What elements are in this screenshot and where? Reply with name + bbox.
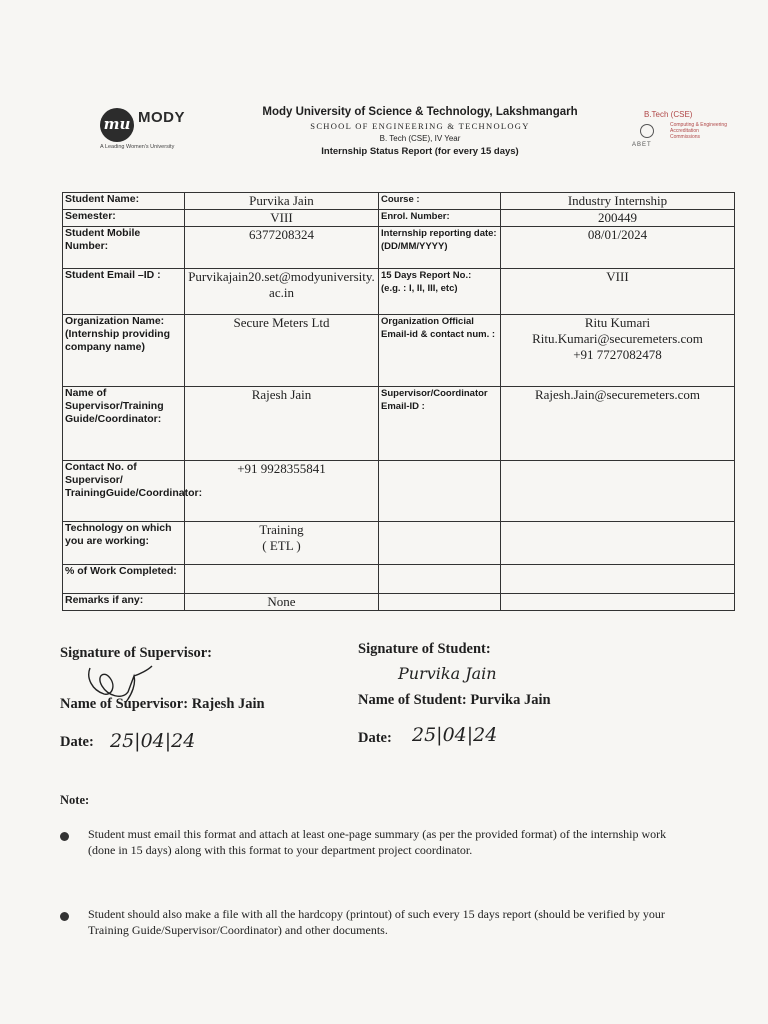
report-no-label: 15 Days Report No.:	[381, 270, 472, 281]
university-name: Mody University of Science & Technology, Lakshmangarh	[262, 106, 578, 118]
work-value	[185, 565, 379, 594]
org-label: Organization Name: (Internship providing company name)	[63, 315, 185, 387]
student-date-label: Date:	[358, 730, 392, 746]
mobile-value: 6377208324	[185, 227, 379, 269]
email-label: Student Email –ID :	[63, 269, 185, 315]
logo-name: MODY	[138, 109, 185, 126]
reporting-date-label: Internship reporting date: (DD/MM/YYYY)	[379, 227, 501, 269]
supervisor-value: Rajesh Jain	[185, 387, 379, 461]
note-item: Student must email this format and attach at least one-page summary (as per the provided format) of the internship work (done in 15 days) along with this format to your department project coordinator.	[88, 827, 667, 857]
tech-label: Technology on which you are working:	[63, 522, 185, 565]
table-row	[63, 227, 735, 269]
table-row	[63, 315, 735, 387]
empty-cell	[379, 565, 501, 594]
student-name-label: Student Name:	[63, 193, 185, 210]
supervisor-label: Name of Supervisor/Training Guide/Coordinator:	[63, 387, 185, 461]
reporting-date-value: 08/01/2024	[501, 227, 735, 269]
table-row	[63, 522, 735, 565]
report-title: Internship Status Report (for every 15 days)	[321, 146, 519, 157]
bullet-icon	[60, 832, 69, 841]
supervisor-name: Name of Supervisor: Rajesh Jain	[60, 696, 265, 712]
abet-circle-icon	[640, 124, 654, 138]
table-row	[63, 594, 735, 611]
remarks-value: None	[185, 594, 379, 611]
abet-logo	[632, 110, 742, 156]
note-item: Student should also make a file with all the hardcopy (printout) of such every 15 days report (should be verified by your Training Guide/Supervisor/Coordinator) and other documents.	[88, 907, 665, 937]
enrol-value: 200449	[501, 210, 735, 227]
mobile-label: Student Mobile Number:	[63, 227, 185, 269]
table-row	[63, 210, 735, 227]
official-phone: +91 7727082478	[573, 347, 662, 362]
table-row	[63, 565, 735, 594]
remarks-label: Remarks if any:	[63, 594, 185, 611]
official-name: Ritu Kumari	[584, 315, 651, 330]
note-heading: Note:	[60, 793, 90, 807]
empty-cell	[379, 594, 501, 611]
table-row	[63, 461, 735, 522]
table-row	[63, 387, 735, 461]
work-label: % of Work Completed:	[63, 565, 185, 594]
student-date: 25|04|24	[412, 724, 498, 746]
empty-cell	[379, 522, 501, 565]
empty-cell	[501, 522, 735, 565]
supervisor-date-label: Date:	[60, 734, 94, 750]
university-logo	[100, 108, 210, 150]
empty-cell	[501, 594, 735, 611]
bullet-icon	[60, 912, 69, 921]
official-cell	[501, 315, 735, 387]
report-no-value: VIII	[501, 269, 735, 315]
org-value: Secure Meters Ltd	[185, 315, 379, 387]
abet-program: B.Tech (CSE)	[644, 110, 693, 119]
abet-subtitle: Computing & Engineering Accreditation Commissions	[670, 122, 727, 140]
official-label: Organization Official Email-id & contact num. :	[379, 315, 501, 387]
logo-emblem: mu	[100, 108, 134, 142]
school-name: SCHOOL OF ENGINEERING & TECHNOLOGY	[310, 121, 530, 131]
table-row	[63, 193, 735, 210]
empty-cell	[501, 565, 735, 594]
course-label: Course :	[379, 193, 501, 210]
semester-label: Semester:	[63, 210, 185, 227]
supervisor-email-label: Supervisor/Coordinator Email-ID :	[379, 387, 501, 461]
supervisor-email-value: Rajesh.Jain@securemeters.com	[501, 387, 735, 461]
email-value: Purvikajain20.set@modyuniversity.ac.in	[185, 269, 379, 315]
course-value: Industry Internship	[501, 193, 735, 210]
tech-value-line1: Training	[259, 522, 304, 537]
supervisor-signature-label: Signature of Supervisor:	[60, 645, 212, 661]
tech-cell	[185, 522, 379, 565]
empty-cell	[501, 461, 735, 522]
semester-value: VIII	[185, 210, 379, 227]
student-signature: Purvika Jain	[398, 664, 497, 683]
empty-cell	[379, 461, 501, 522]
abet-name: ABET	[632, 142, 652, 148]
logo-tagline: A Leading Women's University	[100, 144, 175, 150]
student-name: Name of Student: Purvika Jain	[358, 692, 551, 708]
report-no-cell	[379, 269, 501, 315]
program-name: B. Tech (CSE), IV Year	[379, 134, 461, 143]
supervisor-date: 25|04|24	[110, 730, 196, 752]
official-email: Ritu.Kumari@securemeters.com	[532, 331, 703, 346]
enrol-label: Enrol. Number:	[379, 210, 501, 227]
report-no-hint: (e.g. : I, II, III, etc)	[381, 283, 458, 294]
status-report-table	[62, 192, 735, 611]
table-row	[63, 269, 735, 315]
contact-label: Contact No. of Supervisor/ TrainingGuide/Coordinator:	[63, 461, 185, 522]
student-name-value: Purvika Jain	[185, 193, 379, 210]
tech-value-line2: ( ETL )	[262, 538, 301, 553]
student-signature-label: Signature of Student:	[358, 641, 491, 657]
contact-value: +91 9928355841	[185, 461, 379, 522]
